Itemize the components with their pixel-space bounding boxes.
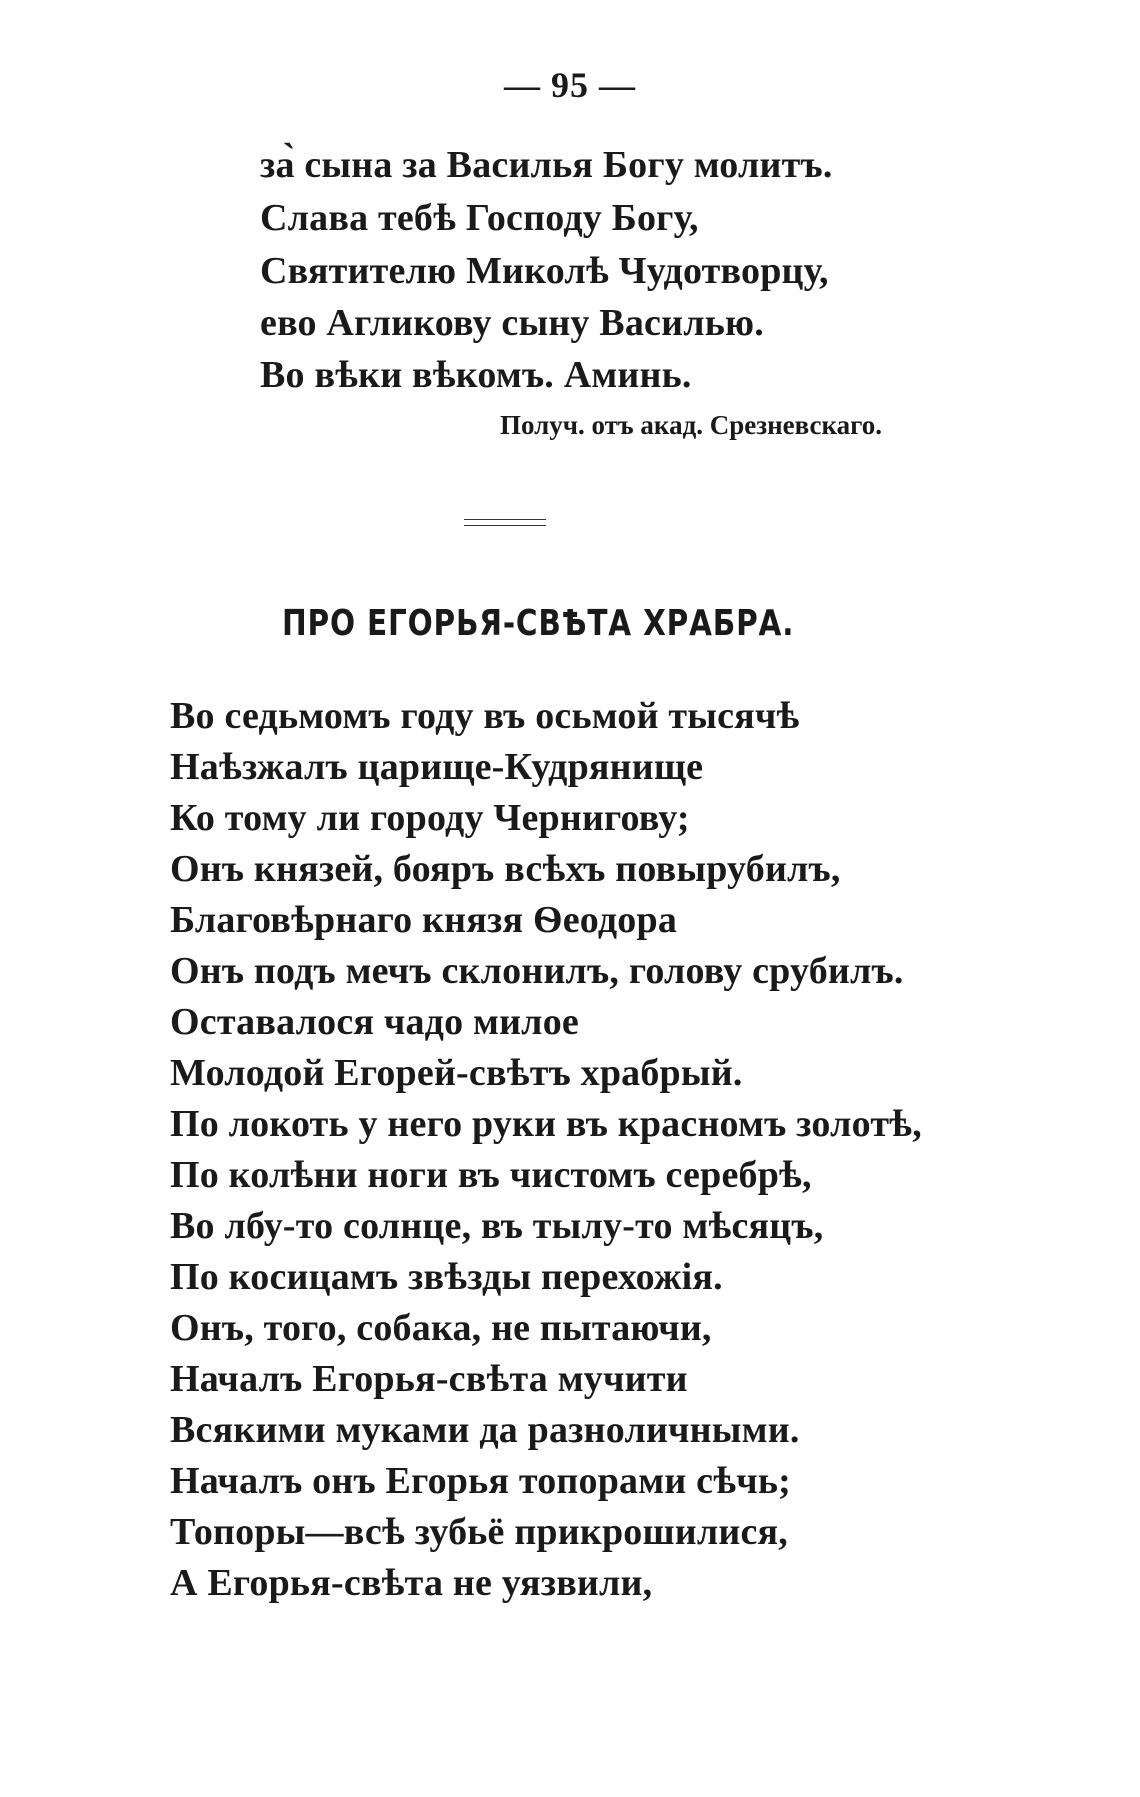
verse-line: Онъ, того, собака, не пытаючи, [170, 1307, 712, 1349]
poem-title: ПРО ЕГОРЬЯ-СВѢТА ХРАБРА. [282, 603, 795, 644]
verse-line: Благовѣрнаго князя Ѳеодора [170, 899, 678, 941]
verse-line: Ко тому ли городу Чернигову; [170, 797, 690, 839]
verse-line: Во лбу-то солнце, въ тылу-то мѣсяцъ, [170, 1205, 824, 1247]
verse-line: Слава тебѣ Господу Богу, [260, 197, 699, 239]
verse-line: Святителю Миколѣ Чудотворцу, [260, 250, 829, 292]
verse-line: Молодой Егорей-свѣтъ храбрый. [170, 1052, 743, 1094]
verse-line: за̀ сына за Василья Богу молитъ. [260, 144, 833, 186]
verse-line: Наѣзжалъ царище-Кудрянище [170, 746, 704, 788]
verse-line: По локоть у него руки въ красномъ золотѣ, [170, 1103, 922, 1145]
page-number: — 95 — [504, 65, 636, 105]
verse-line: Топоры—всѣ зубьё прикрошилися, [170, 1511, 788, 1553]
verse-line: Онъ князей, бояръ всѣхъ повырубилъ, [170, 848, 841, 890]
verse-line: По косицамъ звѣзды перехожія. [170, 1256, 723, 1298]
verse-line: По колѣни ноги въ чистомъ серебрѣ, [170, 1154, 812, 1196]
verse-line: Онъ подъ мечъ склонилъ, голову срубилъ. [170, 950, 904, 992]
verse-line: Оставалося чадо милое [170, 1001, 579, 1043]
section-divider [464, 519, 546, 526]
verse-line: Всякими муками да разноличными. [170, 1409, 800, 1451]
verse-line: Началъ Егорья-свѣта мучити [170, 1358, 688, 1400]
verse-line: А Егорья-свѣта не уязвили, [170, 1562, 653, 1604]
verse-line: Началъ онъ Егорья топорами сѣчь; [170, 1460, 791, 1502]
verse-line: Во седьмомъ году въ осьмой тысячѣ [170, 695, 800, 737]
verse-line: ево Агликову сыну Василью. [260, 302, 764, 344]
source-attribution: Получ. отъ акад. Срезневскаго. [500, 410, 882, 440]
verse-line: Во вѣки вѣкомъ. Аминь. [260, 354, 692, 396]
